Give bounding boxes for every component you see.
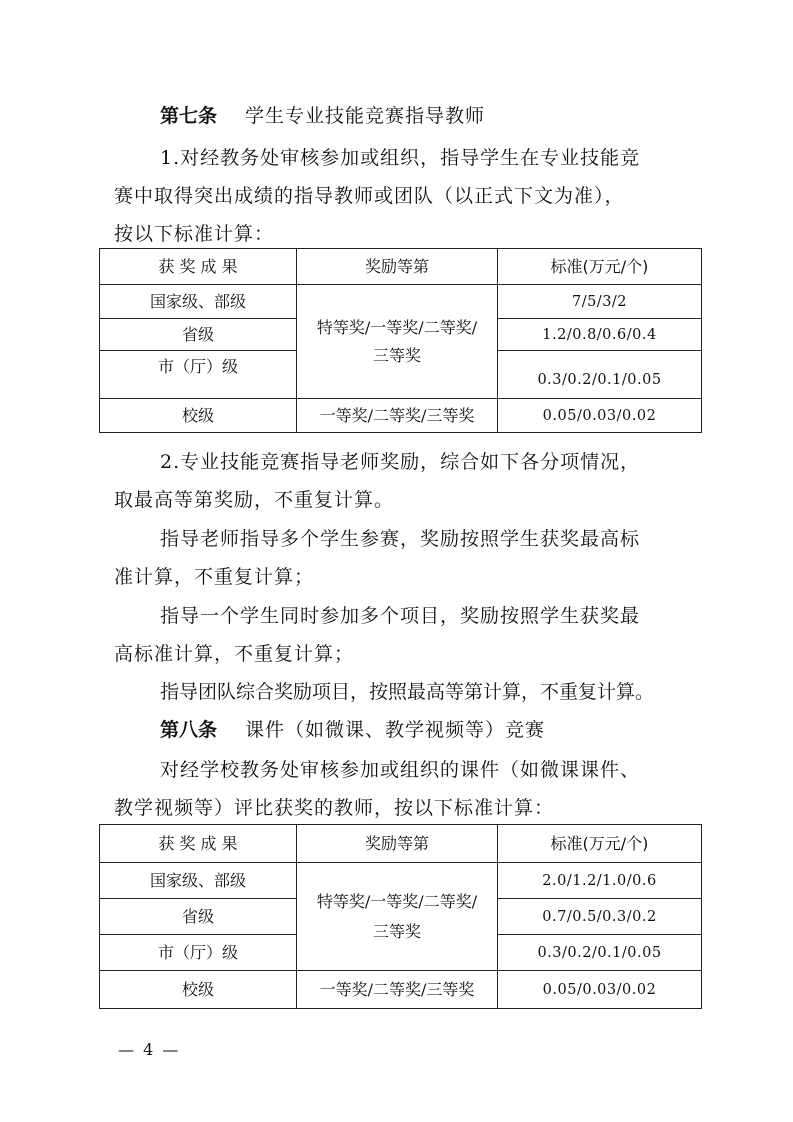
paragraph-line: 指导一个学生同时参加多个项目，奖励按照学生获奖最 [160, 605, 641, 627]
standard-cell: 1.2/0.8/0.6/0.4 [498, 319, 702, 351]
header-cell-grade: 奖励等第 [297, 825, 498, 863]
article-7-title: 第七条 [160, 105, 218, 127]
paragraph-line: 赛中取得突出成绩的指导教师或团队（以正式下文为准）， [114, 185, 625, 207]
paragraph-line: 对经学校教务处审核参加或组织的课件（如微课课件、 [160, 759, 641, 781]
article-8-title: 第八条 [160, 719, 218, 741]
paragraph-line: 指导老师指导多个学生参赛，奖励按照学生获奖最高标 [160, 528, 641, 550]
level-cell: 国家级、部级 [100, 285, 297, 319]
table-row [100, 285, 702, 319]
paragraph-line: 按以下标准计算： [114, 223, 275, 245]
standard-cell: 0.3/0.2/0.1/0.05 [498, 935, 702, 971]
header-cell-achievement: 获 奖 成 果 [100, 249, 297, 285]
grade-cell-merged [297, 863, 498, 971]
standard-cell: 2.0/1.2/1.0/0.6 [498, 863, 702, 899]
header-cell-achievement: 获 奖 成 果 [100, 825, 297, 863]
level-cell: 校级 [100, 971, 297, 1009]
grade-line: 三等奖 [372, 345, 421, 365]
grade-cell: 一等奖/二等奖/三等奖 [297, 971, 498, 1009]
standard-cell: 0.05/0.03/0.02 [498, 971, 702, 1009]
grade-cell: 一等奖/二等奖/三等奖 [297, 399, 498, 433]
header-cell-standard: 标准(万元/个) [498, 249, 702, 285]
grade-line: 特等奖/一等奖/二等奖/ [316, 317, 478, 337]
paragraph-line: 指导团队综合奖励项目，按照最高等第计算，不重复计算。 [160, 681, 655, 703]
level-cell: 市（厅）级 [100, 935, 297, 971]
level-cell: 省级 [100, 899, 297, 935]
standard-cell: 0.7/0.5/0.3/0.2 [498, 899, 702, 935]
article-8-topic: 课件（如微课、教学视频等）竞赛 [245, 719, 546, 741]
paragraph-line: 高标准计算，不重复计算； [114, 643, 355, 665]
standard-cell: 7/5/3/2 [498, 285, 702, 319]
award-table-article-8 [99, 824, 702, 1009]
paragraph-line: 取最高等第奖励，不重复计算。 [114, 489, 395, 511]
level-cell: 校级 [100, 399, 297, 433]
paragraph-line: 准计算，不重复计算； [114, 566, 315, 588]
paragraph-line: 1.对经教务处审核参加或组织，指导学生在专业技能竞 [160, 147, 641, 169]
grade-cell-merged [297, 285, 498, 399]
table-row [100, 399, 702, 433]
level-cell: 省级 [100, 319, 297, 351]
paragraph-line: 2.专业技能竞赛指导老师奖励，综合如下各分项情况， [160, 451, 641, 473]
table-row [100, 863, 702, 899]
header-cell-grade: 奖励等第 [297, 249, 498, 285]
article-7-topic: 学生专业技能竞赛指导教师 [245, 105, 486, 127]
level-cell: 市（厅）级 [100, 351, 297, 399]
article-7-heading [160, 104, 485, 128]
award-table-article-7 [99, 248, 702, 433]
table-header-row [100, 825, 702, 863]
standard-cell: 0.05/0.03/0.02 [498, 399, 702, 433]
level-cell: 国家级、部级 [100, 863, 297, 899]
article-8-heading [160, 718, 545, 742]
header-cell-standard: 标准(万元/个) [498, 825, 702, 863]
table-header-row [100, 249, 702, 285]
table-row [100, 971, 702, 1009]
grade-line: 三等奖 [372, 921, 421, 941]
grade-line: 特等奖/一等奖/二等奖/ [316, 891, 478, 911]
paragraph-line: 教学视频等）评比获奖的教师，按以下标准计算： [114, 797, 555, 819]
page-number: — 4 — [118, 1040, 181, 1059]
standard-cell: 0.3/0.2/0.1/0.05 [498, 351, 702, 399]
